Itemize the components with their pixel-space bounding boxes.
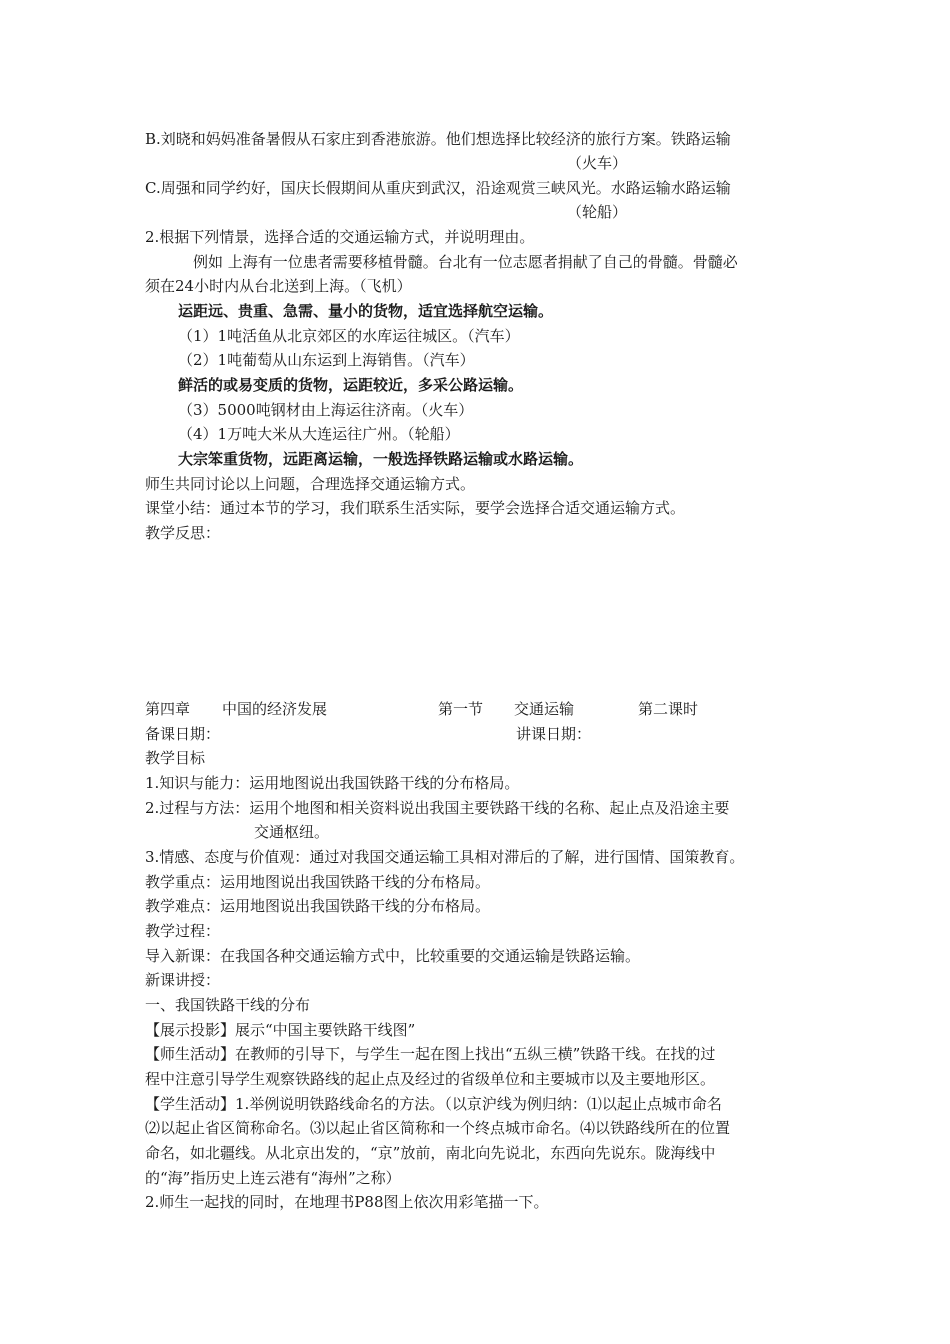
- item-4: （4）1万吨大米从大连运往广州。（轮船）: [178, 425, 460, 443]
- objectives-title: 教学目标: [145, 749, 206, 767]
- process-label: 教学过程：: [145, 922, 221, 940]
- section-title: 交通运输: [514, 700, 575, 718]
- objective-2-continued: 交通枢纽。: [254, 823, 330, 841]
- option-c-answer: （轮船）: [567, 203, 628, 221]
- intro-line: 导入新课：在我国各种交通运输方式中，比较重要的交通运输是铁路运输。: [145, 947, 641, 965]
- teach-date-label: 讲课日期：: [516, 725, 592, 743]
- new-lesson-label: 新课讲授：: [145, 971, 221, 989]
- activity-line-1: 【师生活动】在教师的引导下，与学生一起在图上找出“五纵三横”铁路干线。在找的过: [145, 1045, 716, 1063]
- item-2: （2）1吨葡萄从山东运到上海销售。（汽车）: [178, 351, 475, 369]
- summary-line: 课堂小结：通过本节的学习，我们联系生活实际，要学会选择合适交通运输方式。: [145, 499, 686, 517]
- section-label: 第一节: [438, 700, 484, 718]
- objective-3: 3.情感、态度与价值观：通过对我国交通运输工具相对滞后的了解，进行国情、国策教育。: [145, 848, 745, 866]
- item-1: （1）1吨活鱼从北京郊区的水库运往城区。（汽车）: [178, 327, 520, 345]
- student-activity-line-5: 2.师生一起找的同时，在地理书P88图上依次用彩笔描一下。: [145, 1193, 549, 1211]
- question-2: 2.根据下列情景，选择合适的交通运输方式，并说明理由。: [145, 228, 535, 246]
- activity-line-2: 程中注意引导学生观察铁路线的起止点及经过的省级单位和主要城市以及主要地形区。: [145, 1070, 716, 1088]
- objective-1: 1.知识与能力：运用地图说出我国铁路干线的分布格局。: [145, 774, 520, 792]
- item-3: （3）5000吨钢材由上海运往济南。（火车）: [178, 401, 474, 419]
- objective-2: 2.过程与方法：运用个地图和相关资料说出我国主要铁路干线的名称、起止点及沿途主要: [145, 799, 730, 817]
- chapter-label: 第四章: [145, 700, 191, 718]
- difficulty: 教学难点：运用地图说出我国铁路干线的分布格局。: [145, 897, 491, 915]
- projection-line: 【展示投影】展示“中国主要铁路干线图”: [145, 1021, 416, 1039]
- rule-rail-water: 大宗笨重货物，远距离运输，一般选择铁路运输或水路运输。: [178, 450, 584, 468]
- option-c-line: C.周强和同学约好，国庆长假期间从重庆到武汉，沿途观赏三峡风光。水路运输水路运输: [145, 179, 731, 197]
- lesson-label: 第二课时: [638, 700, 699, 718]
- key-point: 教学重点：运用地图说出我国铁路干线的分布格局。: [145, 873, 491, 891]
- student-activity-line-1: 【学生活动】1.举例说明铁路线命名的方法。（以京沪线为例归纳：⑴以起止点城市命名: [145, 1095, 722, 1113]
- reflection-label: 教学反思：: [145, 524, 221, 542]
- student-activity-line-3: 命名，如北疆线。从北京出发的，“京”放前，南北向先说北，东西向先说东。陇海线中: [145, 1144, 716, 1162]
- prep-date-label: 备课日期：: [145, 725, 221, 743]
- discussion-line: 师生共同讨论以上问题，合理选择交通运输方式。: [145, 475, 476, 493]
- section-heading-1: 一、我国铁路干线的分布: [145, 996, 311, 1014]
- student-activity-line-2: ⑵以起止省区简称命名。⑶以起止省区简称和一个终点城市命名。⑷以铁路线所在的位置: [145, 1119, 731, 1137]
- rule-air: 运距远、贵重、急需、量小的货物，适宜选择航空运输。: [178, 302, 554, 320]
- option-b-answer: （火车）: [567, 154, 628, 172]
- chapter-title: 中国的经济发展: [222, 700, 328, 718]
- rule-road: 鲜活的或易变质的货物，运距较近，多采公路运输。: [178, 376, 524, 394]
- option-b-line: B.刘晓和妈妈准备暑假从石家庄到香港旅游。他们想选择比较经济的旅行方案。铁路运输: [145, 130, 731, 148]
- example-line-1: 例如 上海有一位患者需要移植骨髓。台北有一位志愿者捐献了自己的骨髓。骨髓必: [193, 253, 738, 271]
- example-line-2: 须在24小时内从台北送到上海。（飞机）: [145, 277, 412, 295]
- student-activity-line-4: 的“海”指历史上连云港有“海州”之称）: [145, 1169, 401, 1187]
